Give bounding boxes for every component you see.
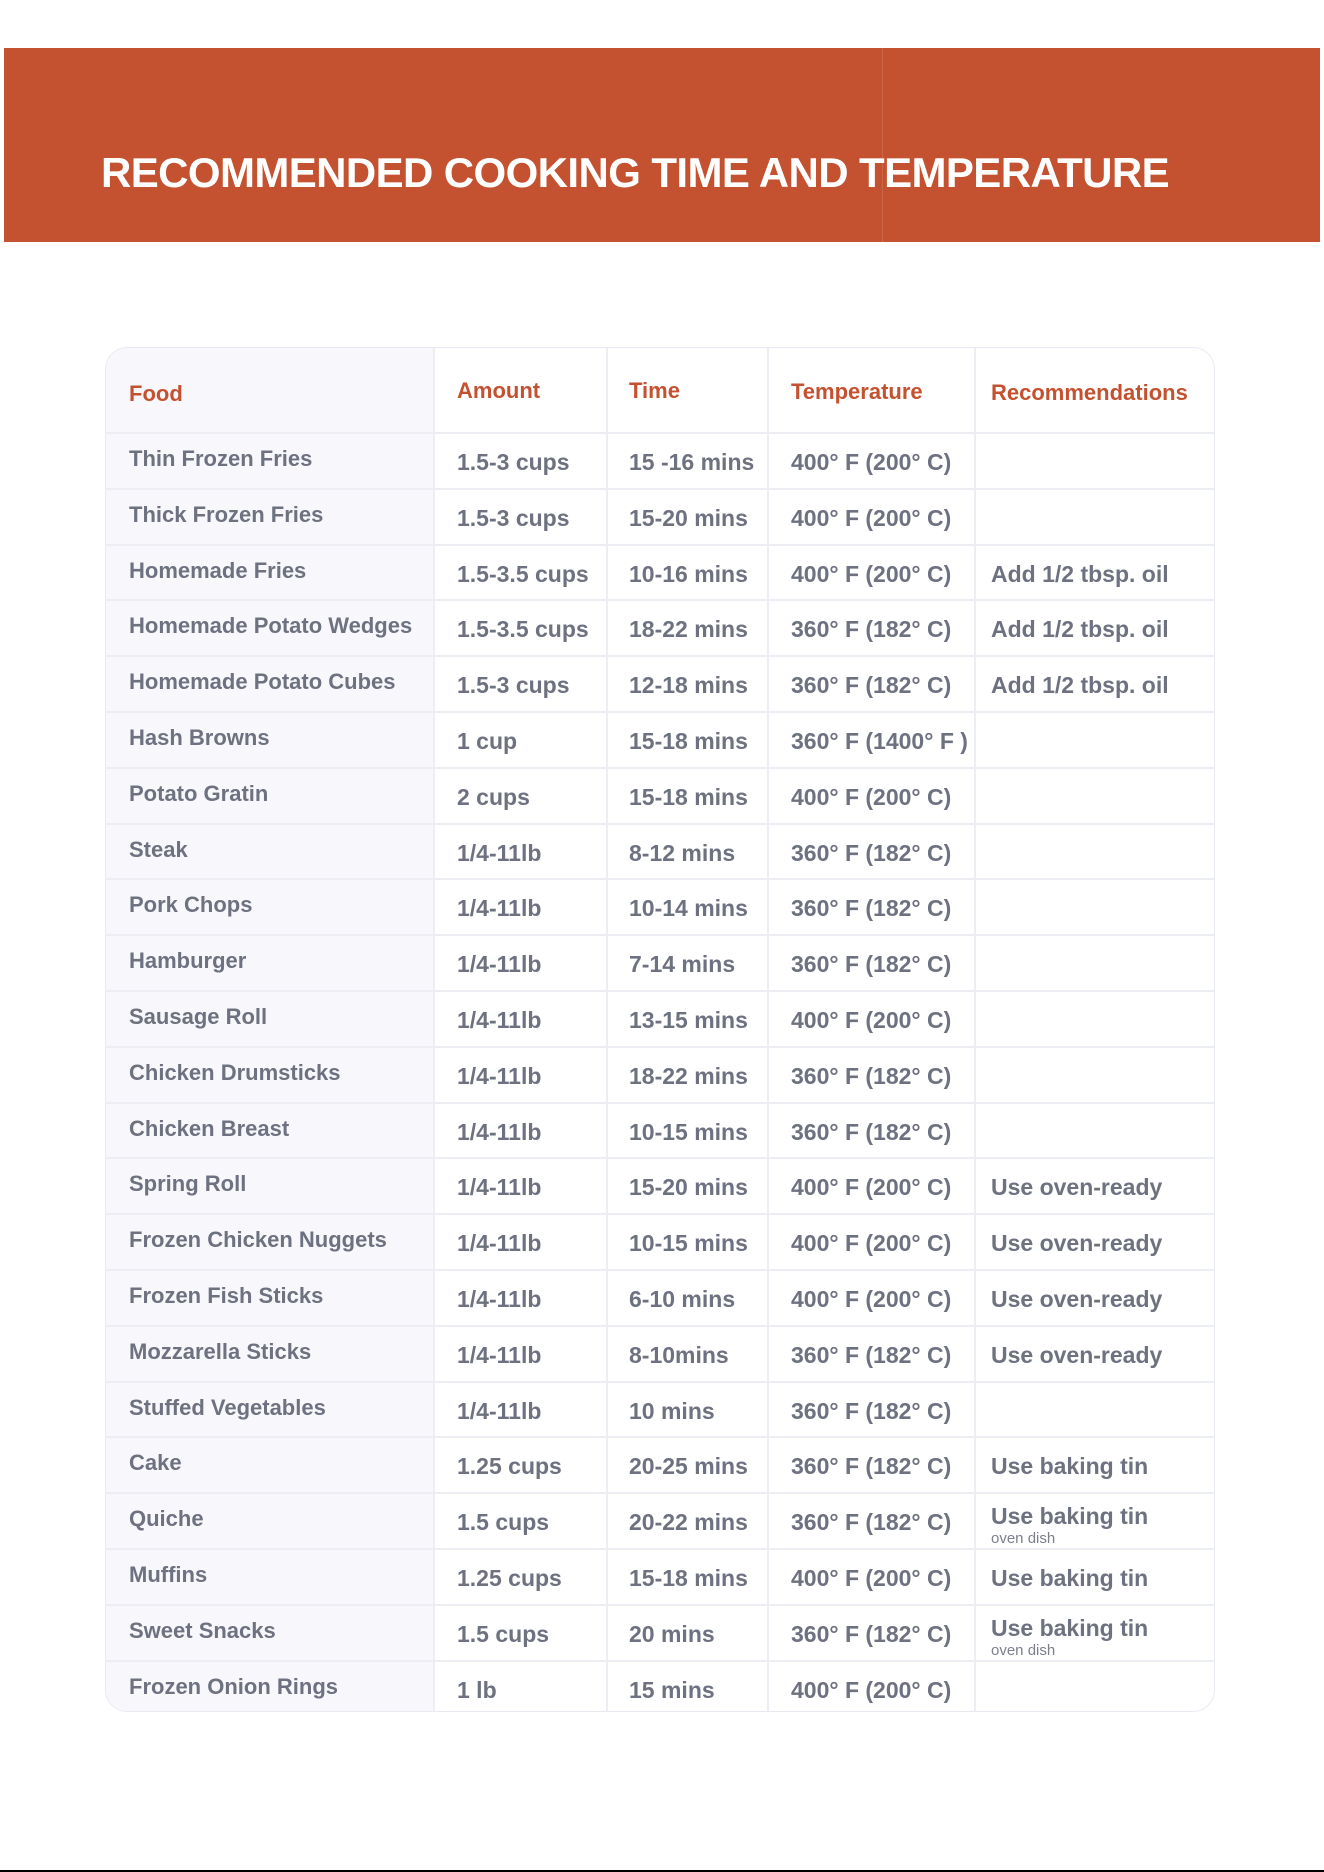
food-name: Frozen Chicken Nuggets <box>129 1227 387 1253</box>
cook-time: 18-22 mins <box>629 1062 748 1089</box>
food-name: Muffins <box>129 1562 208 1587</box>
cook-time: 10-16 mins <box>629 560 748 587</box>
recommendation: Use baking tin <box>991 1453 1149 1480</box>
cook-time: 20-22 mins <box>629 1509 748 1536</box>
amount: 1/4-11lb <box>457 951 542 978</box>
recommendation-note: oven dish <box>991 1641 1056 1659</box>
cooking-table <box>105 347 1215 1712</box>
food-name: Mozzarella Sticks <box>129 1338 312 1364</box>
amount: 1.25 cups <box>457 1565 562 1591</box>
amount: 1.5-3.5 cups <box>457 560 589 587</box>
recommendation: Use baking tin <box>991 1503 1149 1530</box>
cook-time: 8-12 mins <box>629 839 736 866</box>
cook-time: 15 mins <box>629 1676 715 1703</box>
cook-time: 15-18 mins <box>629 783 748 810</box>
amount: 1 cup <box>457 728 518 754</box>
food-name: Spring Roll <box>129 1171 247 1197</box>
amount: 1/4-11lb <box>457 839 542 866</box>
temperature: 400° F (200° C) <box>791 560 952 587</box>
recommendation-note: oven dish <box>991 1530 1056 1548</box>
food-name: Thin Frozen Fries <box>129 446 313 471</box>
recommendation: Add 1/2 tbsp. oil <box>991 560 1169 587</box>
food-name: Homemade Fries <box>129 557 307 583</box>
cook-time: 6-10 mins <box>629 1286 736 1312</box>
food-name: Sweet Snacks <box>129 1617 276 1643</box>
header-food: Food <box>129 381 183 406</box>
amount: 1.5 cups <box>457 1509 550 1536</box>
food-name: Thick Frozen Fries <box>129 501 324 527</box>
temperature: 360° F (182° C) <box>791 1509 952 1536</box>
temperature: 360° F (182° C) <box>791 616 952 643</box>
header-temperature: Temperature <box>791 379 923 404</box>
cook-time: 15-20 mins <box>629 504 748 531</box>
temperature: 400° F (200° C) <box>791 1174 952 1201</box>
temperature: 360° F (182° C) <box>791 1453 952 1480</box>
cook-time: 12-18 mins <box>629 672 748 699</box>
temperature: 400° F (200° C) <box>791 1230 952 1257</box>
table-row <box>106 879 1214 935</box>
cook-time: 15-18 mins <box>629 728 748 754</box>
cook-time: 7-14 mins <box>629 951 736 978</box>
table-row <box>106 1103 1214 1159</box>
recommendation: Use oven-ready <box>991 1286 1163 1312</box>
table-row <box>106 545 1214 601</box>
header-amount: Amount <box>457 378 541 403</box>
table-row <box>106 1549 1214 1605</box>
food-name: Cake <box>129 1450 182 1476</box>
recommendation: Use oven-ready <box>991 1341 1163 1368</box>
temperature: 400° F (200° C) <box>791 783 952 810</box>
food-name: Chicken Drumsticks <box>129 1059 341 1085</box>
table-row <box>106 1326 1214 1382</box>
food-name: Steak <box>129 836 188 862</box>
food-name: Sausage Roll <box>129 1004 268 1029</box>
amount: 1/4-11lb <box>457 1118 542 1145</box>
cook-time: 15-20 mins <box>629 1174 748 1201</box>
amount: 1.5 cups <box>457 1620 550 1647</box>
amount: 1.5-3.5 cups <box>457 616 589 643</box>
table-row <box>106 991 1214 1047</box>
table-row <box>106 712 1214 768</box>
cook-time: 10 mins <box>629 1397 715 1424</box>
table-row <box>106 1661 1214 1712</box>
table-row <box>106 1214 1214 1270</box>
food-name: Frozen Fish Sticks <box>129 1283 324 1308</box>
table-row <box>106 1437 1214 1493</box>
cook-time: 20-25 mins <box>629 1453 748 1480</box>
temperature: 400° F (200° C) <box>791 1007 952 1033</box>
temperature: 400° F (200° C) <box>791 1286 952 1312</box>
table-row <box>106 935 1214 991</box>
recommendation: Use baking tin <box>991 1565 1149 1591</box>
food-name: Stuffed Vegetables <box>129 1394 326 1420</box>
table-row <box>106 1382 1214 1438</box>
amount: 2 cups <box>457 783 530 810</box>
food-name: Potato Gratin <box>129 780 269 806</box>
temperature: 400° F (200° C) <box>791 1565 952 1591</box>
food-name: Frozen Onion Rings <box>129 1673 338 1699</box>
amount: 1.25 cups <box>457 1453 562 1480</box>
temperature: 360° F (182° C) <box>791 1118 952 1145</box>
cook-time: 10-15 mins <box>629 1118 748 1145</box>
temperature: 400° F (200° C) <box>791 449 952 475</box>
cook-time: 8-10mins <box>629 1341 729 1368</box>
temperature: 360° F (182° C) <box>791 1341 952 1368</box>
temperature: 360° F (1400° F ) <box>791 728 968 754</box>
table-row <box>106 824 1214 880</box>
page-title: RECOMMENDED COOKING TIME AND TEMPERATURE <box>101 149 1170 196</box>
temperature: 400° F (200° C) <box>791 1676 952 1703</box>
food-name: Hash Browns <box>129 725 270 750</box>
food-name: Homemade Potato Wedges <box>129 613 413 639</box>
food-name: Hamburger <box>129 948 247 974</box>
table-row <box>106 600 1214 656</box>
cook-time: 10-14 mins <box>629 895 748 922</box>
table-row <box>106 1047 1214 1103</box>
amount: 1.5-3 cups <box>457 449 570 475</box>
amount: 1/4-11lb <box>457 1007 542 1033</box>
temperature: 360° F (182° C) <box>791 895 952 922</box>
table-row <box>106 1605 1214 1661</box>
title-banner <box>4 48 1320 242</box>
temperature: 360° F (182° C) <box>791 1062 952 1089</box>
cook-time: 15-18 mins <box>629 1565 748 1591</box>
recommendation: Add 1/2 tbsp. oil <box>991 672 1169 699</box>
cook-time: 10-15 mins <box>629 1230 748 1257</box>
cook-time: 15 -16 mins <box>629 449 755 475</box>
header-recommendations: Recommendations <box>991 380 1188 405</box>
food-name: Homemade Potato Cubes <box>129 669 396 695</box>
temperature: 360° F (182° C) <box>791 672 952 699</box>
food-name: Pork Chops <box>129 892 253 918</box>
amount: 1/4-11lb <box>457 1062 542 1089</box>
cook-time: 18-22 mins <box>629 616 748 643</box>
table-row <box>106 433 1214 489</box>
amount: 1/4-11lb <box>457 1341 542 1368</box>
table-row <box>106 1158 1214 1214</box>
banner-divider <box>882 48 883 242</box>
food-name: Chicken Breast <box>129 1115 290 1141</box>
food-name: Quiche <box>129 1506 204 1532</box>
amount: 1/4-11lb <box>457 1230 542 1257</box>
temperature: 360° F (182° C) <box>791 839 952 866</box>
table-row <box>106 489 1214 545</box>
header-time: Time <box>629 378 680 403</box>
amount: 1/4-11lb <box>457 1286 542 1312</box>
cook-time: 13-15 mins <box>629 1007 748 1033</box>
table-row <box>106 1493 1214 1549</box>
temperature: 360° F (182° C) <box>791 951 952 978</box>
table-row <box>106 768 1214 824</box>
table-row <box>106 656 1214 712</box>
amount: 1.5-3 cups <box>457 672 570 699</box>
temperature: 360° F (182° C) <box>791 1397 952 1424</box>
recommendation: Use oven-ready <box>991 1174 1163 1201</box>
amount: 1/4-11lb <box>457 1174 542 1201</box>
table-row <box>106 1270 1214 1326</box>
amount: 1 lb <box>457 1676 497 1703</box>
amount: 1/4-11lb <box>457 1397 542 1424</box>
recommendation: Add 1/2 tbsp. oil <box>991 616 1169 643</box>
temperature: 360° F (182° C) <box>791 1620 952 1647</box>
amount: 1.5-3 cups <box>457 504 570 531</box>
temperature: 400° F (200° C) <box>791 504 952 531</box>
recommendation: Use oven-ready <box>991 1230 1163 1257</box>
cook-time: 20 mins <box>629 1620 715 1647</box>
amount: 1/4-11lb <box>457 895 542 922</box>
recommendation: Use baking tin <box>991 1614 1149 1641</box>
